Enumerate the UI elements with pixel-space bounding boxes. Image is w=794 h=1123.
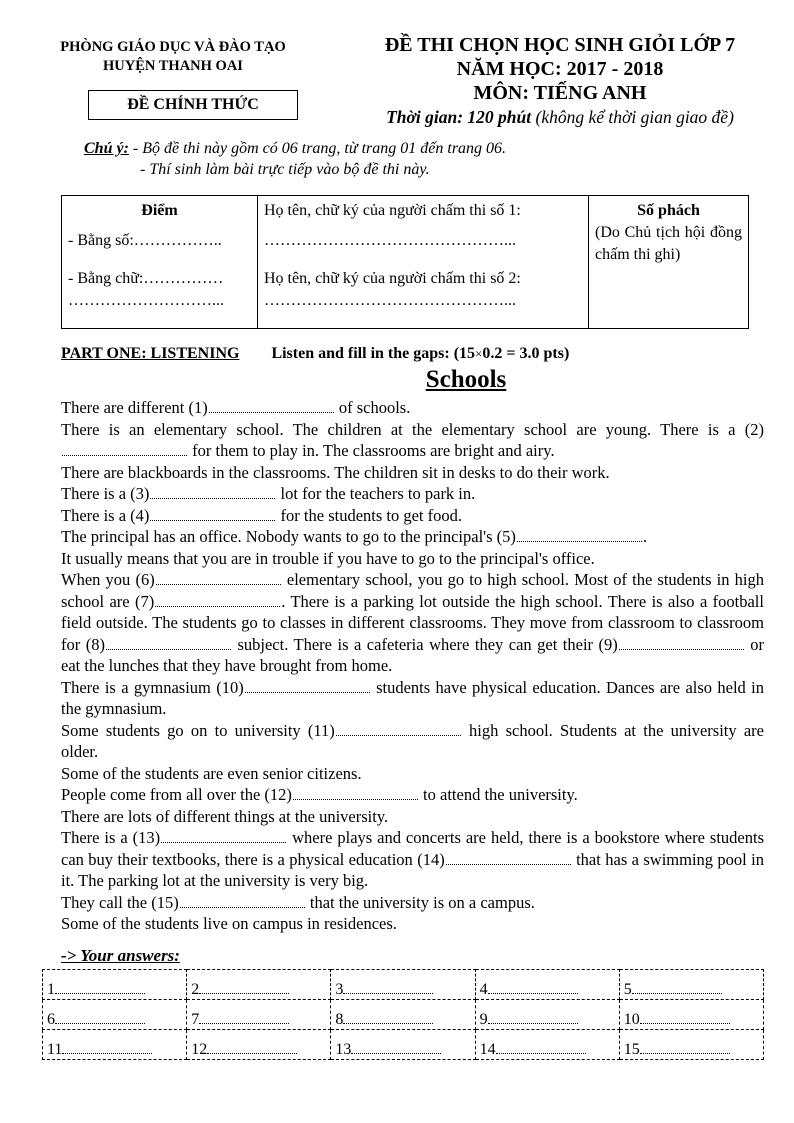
passage-text: People come from all over the (12): [61, 785, 292, 804]
answer-cell[interactable]: [187, 1030, 331, 1060]
answer-number: 9: [479, 1011, 488, 1028]
note-line-1: [84, 138, 506, 160]
grader-1-label: Họ tên, chữ ký của người chấm thi số 1:: [264, 202, 521, 219]
answer-cell[interactable]: [619, 1000, 763, 1030]
gap-8[interactable]: [106, 637, 231, 650]
answer-blank: [55, 1013, 145, 1024]
answer-blank: [488, 983, 578, 994]
grader-cell: [258, 196, 589, 329]
gap-4[interactable]: [150, 508, 275, 521]
answer-blank: [199, 983, 289, 994]
gap-13[interactable]: [161, 830, 286, 843]
score-in-words: - Bằng chữ:……………: [68, 270, 224, 287]
answer-cell[interactable]: [619, 1030, 763, 1060]
grader-2-dots: ………………………………………...: [264, 292, 516, 309]
answer-number: 1: [47, 981, 55, 998]
answer-cell[interactable]: [619, 970, 763, 1000]
gap-9[interactable]: [619, 637, 744, 650]
note-label: Chú ý:: [84, 140, 129, 157]
answer-table: [42, 969, 764, 1060]
passage-title-text: Schools: [425, 366, 507, 393]
gap-7[interactable]: [155, 594, 280, 607]
subject: MÔN: TIẾNG ANH: [473, 82, 647, 104]
passage-text: Some of the students are even senior citizens.: [61, 763, 362, 783]
passage-text: They call the (15): [61, 892, 179, 912]
answer-blank: [199, 1013, 289, 1024]
part-label: PART ONE: LISTENING: [61, 345, 240, 362]
code-cell: [589, 196, 749, 329]
score-box: [61, 195, 749, 329]
answer-cell[interactable]: [43, 1030, 187, 1060]
time-note: (không kể thời gian giao đề): [531, 107, 734, 127]
passage-text: or eat the lunches that they have brought from home.: [61, 634, 765, 675]
answer-number: 8: [335, 1011, 344, 1028]
score-dots: ………………………...: [68, 292, 224, 309]
passage-text: for them to play in. The classrooms are bright and airy.: [188, 441, 555, 460]
answer-blank: [343, 1013, 433, 1024]
passage-text: students have physical education. Dances are also held in the gymnasium.: [61, 677, 764, 718]
passage-text: to attend the university.: [418, 785, 578, 804]
passage-text: lot for the teachers to park in.: [276, 484, 476, 503]
answer-number: 3: [335, 981, 344, 998]
answer-cell[interactable]: [43, 1000, 187, 1030]
passage-text: .: [642, 527, 648, 546]
score-cell: [62, 196, 258, 329]
answer-blank: [488, 1013, 578, 1024]
gap-5[interactable]: [517, 529, 642, 542]
passage-text: There are lots of different things at the university.: [61, 806, 389, 826]
passage-text: that the university is on a campus.: [305, 892, 535, 912]
answer-blank: [640, 1043, 730, 1054]
answer-blank: [496, 1043, 586, 1054]
passage-text: When you (6): [61, 570, 155, 589]
answer-cell[interactable]: [187, 970, 331, 1000]
passage-text: that has a swimming pool in it. The parking lot at the university is very big.: [61, 849, 765, 890]
answer-number: 12: [191, 1041, 208, 1058]
exam-heading: [330, 33, 790, 129]
passage-text: of schools.: [334, 398, 411, 417]
passage-text: subject. There is a cafeteria where they can get their (9): [231, 634, 618, 654]
exam-title: ĐỀ THI CHỌN HỌC SINH GIỎI LỚP 7: [384, 34, 736, 56]
answer-cell[interactable]: [331, 970, 475, 1000]
answer-number: 10: [623, 1011, 640, 1028]
passage-text: There are blackboards in the classrooms. The children sit in desks to do their work.: [61, 462, 610, 482]
part-points: 0.2 = 3.0 pts): [482, 345, 570, 362]
passage-text: Some students go on to university (11): [61, 720, 335, 740]
passage-text: high school. Students at the university are older.: [61, 720, 764, 761]
passage-text: elementary school, you go to high school. Most of the students in high school are (7): [61, 570, 765, 611]
score-in-number: - Bằng số:……………..: [68, 232, 222, 249]
passage-text: There is an elementary school. The children at the elementary school are young. There is a (2): [61, 419, 764, 439]
answer-number: 4: [479, 981, 488, 998]
passage-text: . There is a parking lot outside the high school. There is also a football field outside. The students go to classes in different classrooms. They move from classroom to classroom for (8): [61, 591, 764, 654]
note-text-1: - Bộ đề thi này gồm có 06 trang, từ trang 01 đến trang 06.: [128, 140, 507, 157]
answer-number: 14: [479, 1041, 496, 1058]
passage-text: There are different (1): [61, 398, 208, 417]
passage: [61, 397, 764, 935]
answer-blank: [55, 983, 145, 994]
passage-text: where plays and concerts are held, there is a bookstore where students can buy their textbooks, there is a physical education (14): [61, 828, 764, 869]
passage-text: for the students to get food.: [276, 505, 463, 525]
passage-text: There is a (4): [61, 505, 150, 525]
passage-text: There is a (13): [61, 828, 161, 847]
answer-number: 15: [623, 1041, 640, 1058]
gap-14[interactable]: [446, 852, 571, 865]
gap-3[interactable]: [150, 486, 275, 499]
answer-blank: [62, 1043, 152, 1054]
time-bold: Thời gian: 120 phút: [386, 107, 532, 127]
school-year: NĂM HỌC: 2017 - 2018: [456, 58, 664, 80]
gap-11[interactable]: [336, 723, 461, 736]
part-heading: [61, 345, 569, 363]
answer-cell[interactable]: [331, 1030, 475, 1060]
answer-number: 13: [335, 1041, 352, 1058]
part-instruction: Listen and fill in the gaps: (15: [271, 345, 476, 362]
passage-text: There is a gymnasium (10): [61, 677, 244, 697]
answer-number: 11: [47, 1041, 63, 1058]
answer-cell[interactable]: [475, 1030, 619, 1060]
gap-6[interactable]: [156, 572, 281, 585]
passage-text: Some of the students live on campus in residences.: [61, 914, 397, 933]
answer-blank: [207, 1043, 297, 1054]
gap-2[interactable]: [62, 443, 187, 456]
answer-blank: [343, 983, 433, 994]
answer-number: 7: [191, 1011, 200, 1028]
department-line-1: PHÒNG GIÁO DỤC VÀ ĐÀO TẠO: [60, 39, 286, 55]
official-exam-label: ĐỀ CHÍNH THỨC: [88, 90, 298, 120]
grader-2-label: Họ tên, chữ ký của người chấm thi số 2:: [264, 270, 521, 287]
passage-text: There is a (3): [61, 484, 150, 503]
gap-15[interactable]: [180, 895, 305, 908]
gap-10[interactable]: [245, 680, 370, 693]
code-title: Số phách: [637, 202, 700, 219]
answer-blank: [351, 1043, 441, 1054]
grader-1-dots: ………………………………………...: [264, 232, 516, 249]
answer-cell[interactable]: [187, 1000, 331, 1030]
answer-number: 6: [47, 1011, 55, 1028]
gap-12[interactable]: [293, 787, 418, 800]
exam-time: [330, 105, 790, 129]
score-title: Điểm: [141, 202, 178, 219]
answer-cell[interactable]: [331, 1000, 475, 1030]
passage-text: It usually means that you are in trouble if you have to go to the principal's office.: [61, 548, 595, 568]
department-name: [28, 38, 318, 76]
answer-number: 2: [191, 981, 200, 998]
answer-cell[interactable]: [43, 970, 187, 1000]
passage-text: The principal has an office. Nobody wants to go to the principal's (5): [61, 527, 516, 546]
note-line-2: - Thí sinh làm bài trực tiếp vào bộ đề thi này.: [140, 161, 430, 178]
answer-blank: [632, 983, 722, 994]
answer-blank: [640, 1013, 730, 1024]
answer-number: 5: [623, 981, 632, 998]
code-note: (Do Chủ tịch hội đồng chấm thi ghi): [595, 224, 742, 263]
answers-label: -> Your answers:: [61, 946, 180, 965]
gap-1[interactable]: [209, 400, 334, 413]
times-sign: ×: [475, 346, 483, 361]
department-line-2: HUYỆN THANH OAI: [103, 58, 243, 74]
answer-cell[interactable]: [475, 970, 619, 1000]
answer-cell[interactable]: [475, 1000, 619, 1030]
passage-title: [0, 366, 794, 394]
